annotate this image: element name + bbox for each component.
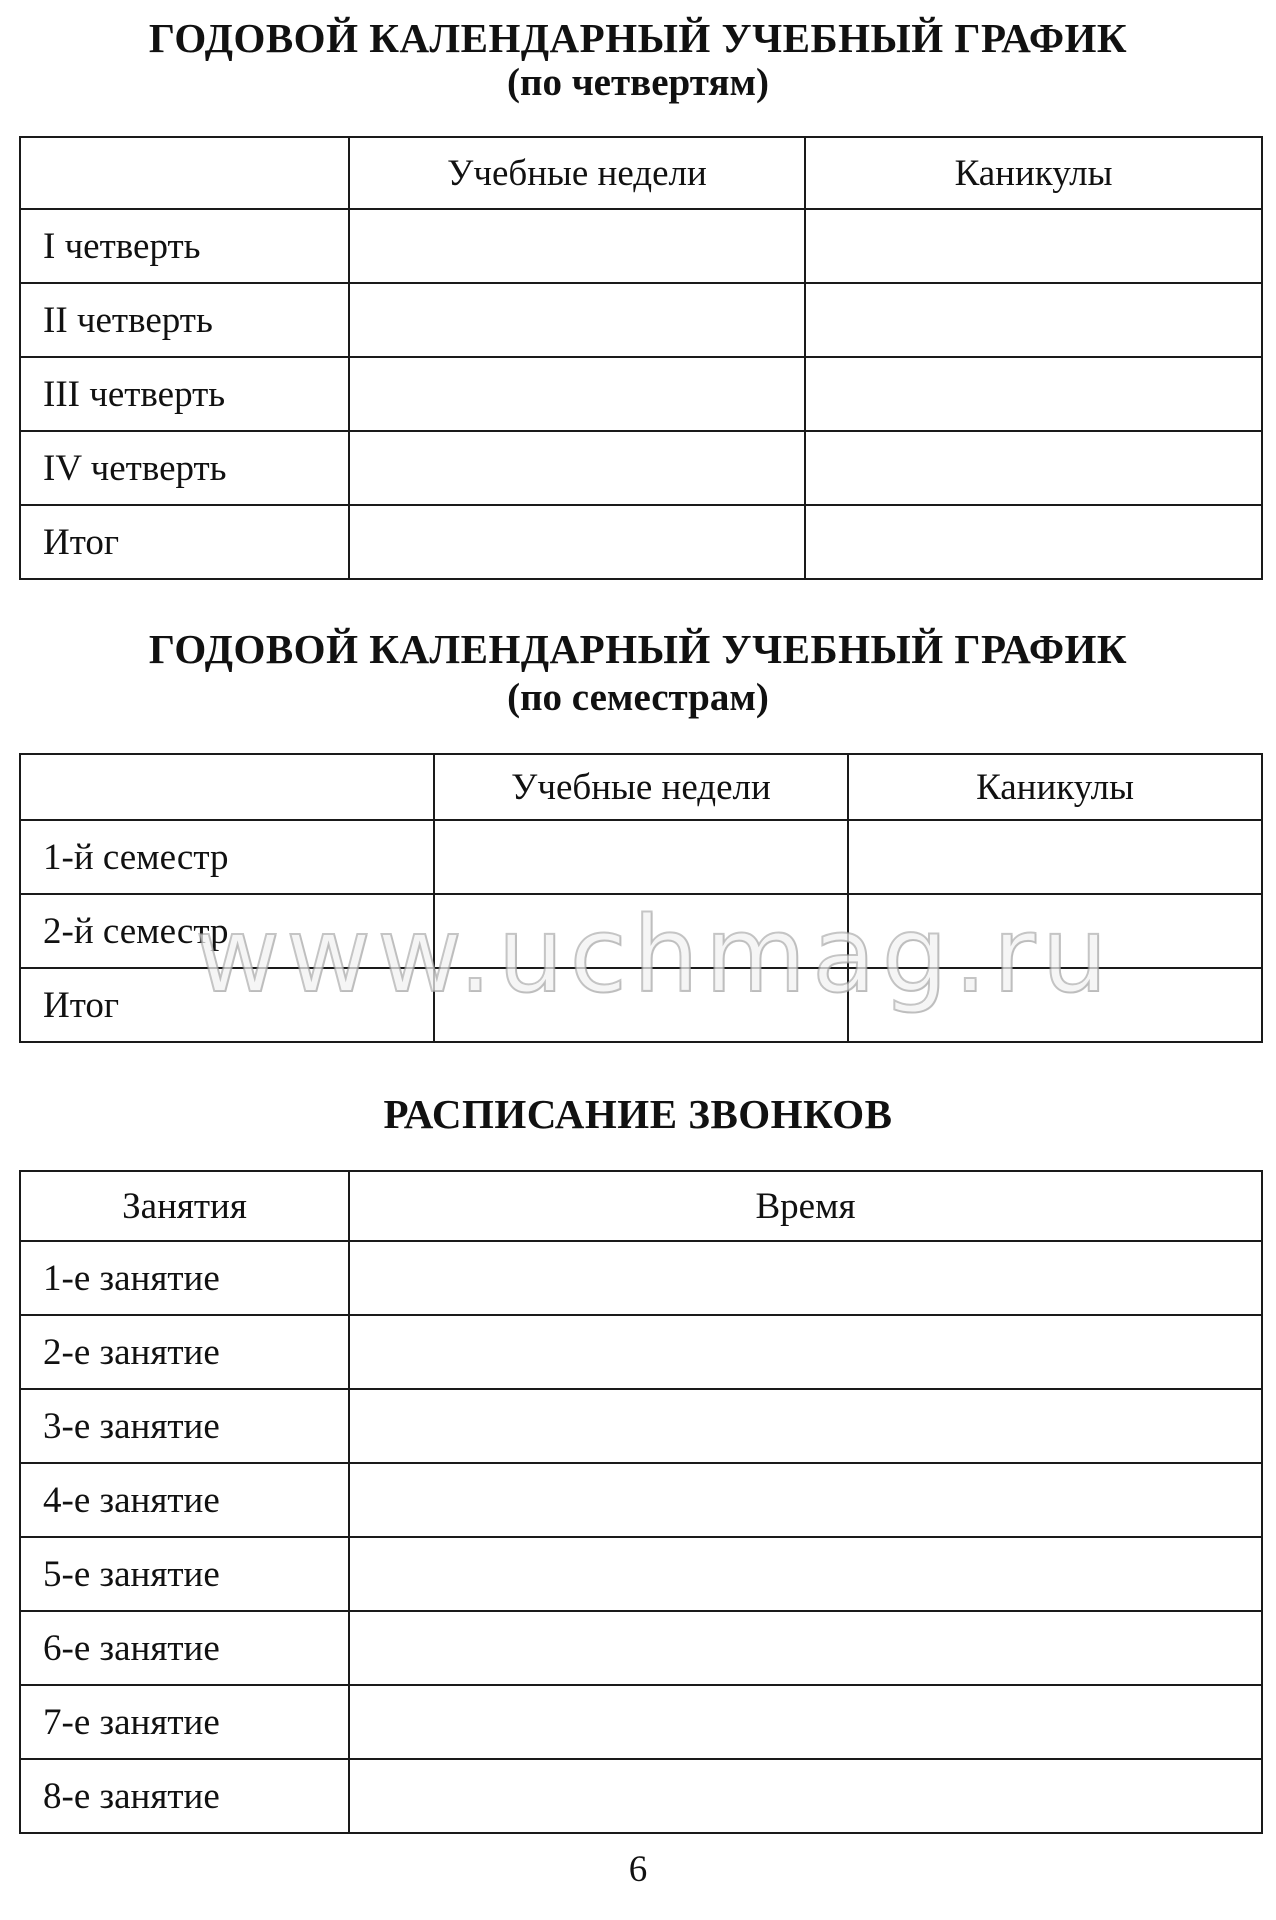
table-row bbox=[20, 1241, 1262, 1315]
time-cell[interactable] bbox=[349, 1241, 1262, 1315]
row-label: IV четверть bbox=[20, 431, 349, 505]
time-cell[interactable] bbox=[349, 1389, 1262, 1463]
time-cell[interactable] bbox=[349, 1759, 1262, 1833]
weeks-cell[interactable] bbox=[434, 820, 848, 894]
table-row bbox=[20, 1463, 1262, 1537]
table-row bbox=[20, 968, 1262, 1042]
holidays-cell[interactable] bbox=[848, 820, 1262, 894]
row-label: 7-е занятие bbox=[20, 1685, 349, 1759]
holidays-cell[interactable] bbox=[805, 209, 1262, 283]
row-label: 2-е занятие bbox=[20, 1315, 349, 1389]
weeks-cell[interactable] bbox=[434, 894, 848, 968]
time-cell[interactable] bbox=[349, 1463, 1262, 1537]
column-header-time: Время bbox=[349, 1171, 1262, 1241]
weeks-cell[interactable] bbox=[349, 209, 805, 283]
column-header-lessons: Занятия bbox=[20, 1171, 349, 1241]
holidays-cell[interactable] bbox=[805, 357, 1262, 431]
watermark: www.uchmag.ru bbox=[195, 894, 1114, 1016]
table-row bbox=[20, 505, 1262, 579]
column-header-holidays: Каникулы bbox=[805, 137, 1262, 209]
table-row bbox=[20, 1537, 1262, 1611]
holidays-cell[interactable] bbox=[848, 894, 1262, 968]
page-number: 6 bbox=[628, 1849, 648, 1890]
row-label: 8-е занятие bbox=[20, 1759, 349, 1833]
weeks-cell[interactable] bbox=[349, 357, 805, 431]
table-header-row bbox=[20, 137, 1262, 209]
table-row bbox=[20, 1315, 1262, 1389]
table-row bbox=[20, 894, 1262, 968]
weeks-cell[interactable] bbox=[349, 505, 805, 579]
row-label: 1-й семестр bbox=[20, 820, 434, 894]
table-row bbox=[20, 1685, 1262, 1759]
bells-title: РАСПИСАНИЕ ЗВОНКОВ bbox=[383, 1091, 893, 1137]
column-header-weeks: Учебные недели bbox=[434, 754, 848, 820]
quarters-subtitle: (по четвертям) bbox=[506, 61, 769, 104]
table-row bbox=[20, 820, 1262, 894]
time-cell[interactable] bbox=[349, 1537, 1262, 1611]
holidays-cell[interactable] bbox=[805, 431, 1262, 505]
column-header-holidays: Каникулы bbox=[848, 754, 1262, 820]
row-label: II четверть bbox=[20, 283, 349, 357]
bells-table bbox=[19, 1170, 1263, 1834]
table-row bbox=[20, 1759, 1262, 1833]
row-label: 1-е занятие bbox=[20, 1241, 349, 1315]
column-header-empty bbox=[20, 137, 349, 209]
row-label: Итог bbox=[20, 505, 349, 579]
row-label: 5-е занятие bbox=[20, 1537, 349, 1611]
table-header-row bbox=[20, 754, 1262, 820]
table-row bbox=[20, 431, 1262, 505]
time-cell[interactable] bbox=[349, 1685, 1262, 1759]
holidays-cell[interactable] bbox=[805, 505, 1262, 579]
row-label: 3-е занятие bbox=[20, 1389, 349, 1463]
semesters-table bbox=[19, 753, 1263, 1043]
weeks-cell[interactable] bbox=[434, 968, 848, 1042]
semesters-title: ГОДОВОЙ КАЛЕНДАРНЫЙ УЧЕБНЫЙ ГРАФИК bbox=[148, 626, 1128, 672]
time-cell[interactable] bbox=[349, 1315, 1262, 1389]
table-row bbox=[20, 357, 1262, 431]
column-header-empty bbox=[20, 754, 434, 820]
row-label: 6-е занятие bbox=[20, 1611, 349, 1685]
row-label: 4-е занятие bbox=[20, 1463, 349, 1537]
column-header-weeks: Учебные недели bbox=[349, 137, 805, 209]
weeks-cell[interactable] bbox=[349, 431, 805, 505]
semesters-subtitle: (по семестрам) bbox=[507, 676, 769, 719]
row-label: 2-й семестр bbox=[20, 894, 434, 968]
holidays-cell[interactable] bbox=[805, 283, 1262, 357]
table-row bbox=[20, 1389, 1262, 1463]
quarters-table bbox=[19, 136, 1263, 580]
holidays-cell[interactable] bbox=[848, 968, 1262, 1042]
row-label: III четверть bbox=[20, 357, 349, 431]
table-row bbox=[20, 1611, 1262, 1685]
row-label: Итог bbox=[20, 968, 434, 1042]
table-header-row bbox=[20, 1171, 1262, 1241]
row-label: I четверть bbox=[20, 209, 349, 283]
weeks-cell[interactable] bbox=[349, 283, 805, 357]
table-row bbox=[20, 283, 1262, 357]
quarters-title: ГОДОВОЙ КАЛЕНДАРНЫЙ УЧЕБНЫЙ ГРАФИК bbox=[148, 15, 1128, 61]
time-cell[interactable] bbox=[349, 1611, 1262, 1685]
table-row bbox=[20, 209, 1262, 283]
